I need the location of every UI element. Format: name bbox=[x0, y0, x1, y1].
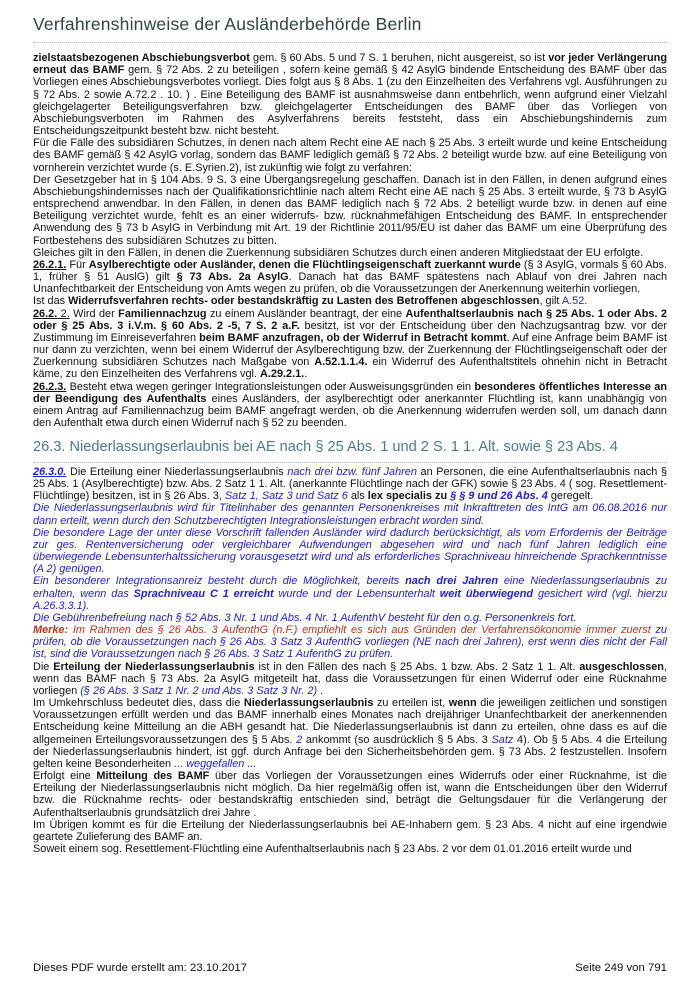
text-run: Im Übrigen kommt es für die Erteilung der Niederlassungserlaubnis bei AE-Inhabern gem. § 23 Abs. 4 nicht auf eine irgendwie geartete Zulieferung des BAMF an. bbox=[33, 818, 667, 843]
text-run: über das Vorliegen der Voraussetzungen eines Widerrufs oder einer Rücknahme, ist die Erteilung der Niederlassungserlaubnis nicht möglich. Da hier regelmäßig offen ist, wann die Entscheidungen über den Widerruf bzw. die Rücknahme rechts- oder bestandskräftig entschieden sind, beträgt die Geltungsdauer für die Verlängerung der Aufenthaltserlaubnis grundsätzlich drei Jahre bbox=[33, 770, 667, 819]
text-run: (§ 26 Abs. 3 Satz 1 Nr. 2 und Abs. 3 Satz 3 Nr. 2) bbox=[80, 684, 318, 697]
text-run: wenn bbox=[448, 697, 477, 710]
text-run: . bbox=[304, 368, 308, 381]
footer-page-number: Seite 249 von 791 bbox=[575, 962, 667, 974]
paragraph bbox=[33, 697, 667, 770]
paragraph bbox=[33, 502, 667, 526]
text-run: Ein besonderer Integrationsanreiz besteht durch die Möglichkeit, bereits bbox=[33, 575, 406, 588]
text-run: Für die Fälle des subsidiären Schutzes, in denen nach altem Recht eine AE nach § 25 Abs. 3 erteilt wurde und keine Entscheidung des BAMF gemäß § 42 AsylG vorlag, sondern das BAMF lediglich gemäß § 72 Abs. 2 beteiligt wurde bzw. auf eine Beteiligung von vornherein verzichtet wurde (s. E.Syrien.2), ist zukünftig wie folgt zu verfahren: bbox=[33, 137, 667, 174]
text-run: 2. bbox=[57, 307, 70, 320]
text-run: beim BAMF anzufragen, ob der Widerruf in Betracht kommt bbox=[199, 331, 507, 344]
text-run: , wenn das BAMF nach § 73 Abs. 2a AsylG mitgeteilt hat, dass die Voraussetzungen für einen Widerruf oder eine Rücknahme vorliegen bbox=[33, 660, 667, 697]
paragraph bbox=[33, 295, 667, 307]
text-run: Soweit einem sog. Resettlement-Flüchtling eine Aufenthaltserlaubnis nach § 23 Abs. 2 vor dem 01.01.2016 erteilt wurde und bbox=[33, 843, 632, 856]
text-run: 26.2.3. bbox=[33, 380, 67, 393]
page-footer bbox=[33, 962, 667, 974]
text-run: Asylberechtigte oder Ausländer, denen die Flüchtlingseigenschaft zuerkannt wurde bbox=[88, 258, 521, 271]
text-run: die jeweiligen zeitlichen und sonstigen Voraussetzungen erfüllt werden und das BAMF innerhalb eines Monates nach dreijähriger Unanfechtbarkeit der anerkennenden Entscheidung keine Mitteilung an die ABH gesandt hat. Die Niederlassungserlaubnis ist dann zu erteilen, ohne dass es auf die allgemeinen Erteilungsvoraussetzungen des § 5 Abs. bbox=[33, 697, 667, 746]
text-run: zu prüfen, ob die Voraussetzungen nach § 26 Abs. 3 Satz 3 AufenthG vorliegen (NE nach drei Jahren), erst wenn dies nicht der Fall ist, sind die Voraussetzungen nach § 26 Abs. 3 Satz 1 AufenthG zu prüfen. bbox=[33, 624, 667, 661]
text-run: ist in den Fällen des nach § 25 Abs. 1 bzw. Abs. 2 Satz 1 1. Alt. bbox=[254, 660, 580, 673]
paragraph bbox=[33, 819, 667, 843]
text-run: eine Niederlassungserlaubnis zu erhalten, wenn das bbox=[33, 575, 667, 600]
paragraph bbox=[33, 843, 667, 855]
text-run: Merke: bbox=[33, 624, 69, 637]
text-run: zu einem Ausländer beantragt, der eine bbox=[206, 307, 406, 320]
paragraph bbox=[33, 259, 667, 296]
text-run: Die Niederlassungserlaubnis wird für Titelinhaber des genannten Personenkreises mit Inkrafttreten des IntG am 06.08.2016 nur dann erteilt, wenn durch den Schutzberechtigten Integrationsleistungen erbracht worden sind. bbox=[33, 502, 667, 527]
document-title: Verfahrenshinweise der Ausländerbehörde Berlin bbox=[33, 12, 667, 43]
text-run: nach drei bzw. fünf Jahren bbox=[287, 465, 417, 478]
text-run: eines Ausländers, der asylberechtigt oder anerkannter Flüchtling ist, kann unabhängig von einem Antrag auf Familiennachzug beim BAMF angefragt werden, ob die Anerkennung widerrufen werden soll, um danach dann den Aufenthalt etwa durch einen Widerruf nach § 52 zu beenden. bbox=[33, 392, 667, 430]
footer-created-date: Dieses PDF wurde erstellt am: 23.10.2017 bbox=[33, 962, 247, 974]
text-run: Die besondere Lage der unter diese Vorschrift fallenden Ausländer wird dadurch berücksichtigt, als vom Erfordernis der Beiträge zur ges. Rentenversicherung oder vergleichbarer Aufwendungen abgesehen wird und nach fünf Jahren lediglich eine überwiegende Lebensunterhaltssicherung vorausgesetzt wird und als erforderliches Sprachniveau hinreichende Sprachkenntnisse (A 2) genügen. bbox=[33, 526, 667, 576]
paragraph bbox=[33, 174, 667, 247]
paragraph bbox=[33, 137, 667, 174]
text-run: , gilt bbox=[539, 295, 562, 308]
text-run: Mitteilung des BAMF bbox=[96, 770, 210, 783]
text-run: Gleiches gilt in den Fällen, in denen die Zuerkennung subsidiären Schutzes durch einen anderen Mitgliedstaat der EU erfolgte. bbox=[33, 246, 644, 259]
text-run: Im Rahmen des § 26 Abs. 3 AufenthG (n.F.) empfiehlt es sich aus Gründen der Verfahrensökonomie immer zuerst bbox=[68, 624, 656, 637]
text-run: . Danach hat das BAMF spätestens nach Ablauf von drei Jahren nach Unanfechtbarkeit der Entscheidung von Amts wegen zu prüfen, ob die Voraussetzungen der Anerkennung weiterhin vorliegen. bbox=[33, 271, 668, 296]
text-run: gem. § 72 Abs. 2 zu beteiligen , sofern keine gemäß § 42 AsylG bindende Entscheidung des BAMF über das Vorliegen eines Abschiebungsverbotes vorliegt. Dies folgt aus § 8 Abs. 1 (zu den Einzelheiten des Verfahrens vgl. Ausführungen zu § 72 Abs. 2 sowie A.72.2 . 10. ) . Eine Beteiligung des BAMF ist ausnahmsweise dann entbehrlich, wenn aufgrund einer Vielzahl gleichgelagerter Beteiligungsverfahren bzw. gleichgelagerter Entscheidungen des BAMF über das Vorliegen von Abschiebungsverboten im Rahmen des Asylverfahrens bereits feststeht, dass ein Abschiebungshindernis zum Entscheidungszeitpunkt besteht bzw. nicht besteht. bbox=[33, 64, 667, 138]
text-run: gem. § 60 Abs. 5 und 7 S. 1 beruhen, nicht ausgereist, so ist bbox=[249, 52, 549, 64]
text-run: Die bbox=[33, 660, 54, 673]
paragraph bbox=[33, 247, 667, 259]
paragraph bbox=[33, 661, 667, 698]
text-run: . Auf eine Anfrage beim BAMF ist nur dann zu verzichten, wenn bei einem Widerruf der Asylberechtigung bzw. der Zuerkennung der Flüchtlingseigenschaft oder der Zuerkennung subsidiären Schutzes nach Maßgabe von bbox=[33, 331, 668, 369]
text-run: Die Erteilung einer Niederlassungserlaubnis bbox=[66, 465, 288, 478]
text-run: 26.3.0. bbox=[33, 465, 67, 478]
text-run: Erteilung der Niederlassungserlaubnis bbox=[53, 660, 255, 673]
text-run: Ist das bbox=[33, 295, 69, 308]
text-run: A.52. bbox=[561, 295, 588, 308]
text-run: nach drei Jahren bbox=[405, 575, 498, 588]
text-run: Satz bbox=[491, 733, 514, 746]
text-run: weit überwiegend bbox=[439, 587, 534, 600]
text-run: A.29.2.1. bbox=[260, 368, 305, 381]
text-run: zu erteilen ist, bbox=[373, 697, 449, 710]
text-run: besitzt, ist vor der Entscheidung über den Nachzugsantrag bzw. vor der Zustimmung im Einreiseverfahren bbox=[33, 319, 667, 344]
text-run: . bbox=[317, 684, 324, 697]
paragraph bbox=[33, 624, 667, 661]
text-run: zielstaatsbezogenen Abschiebungsverbot bbox=[33, 52, 250, 64]
paragraph bbox=[33, 466, 667, 503]
text-run: als bbox=[347, 490, 368, 503]
text-run: Die Gebührenbefreiung nach § 52 Abs. 3 Nr. 1 und Abs. 4 Nr. 1 AufenthV besteht für den o.g. Personenkreis fort. bbox=[33, 611, 577, 624]
paragraph bbox=[33, 308, 667, 381]
paragraph bbox=[33, 770, 667, 819]
text-run: Widerrufsverfahren rechts- oder bestandskräftig zu Lasten des Betroffenen abgeschlossen bbox=[68, 295, 540, 308]
paragraph bbox=[33, 527, 667, 576]
text-run: Wird der bbox=[69, 307, 119, 320]
text-run: (§ 3 AsylG, vormals § 60 Abs. 1, früher § 51 AuslG) gilt bbox=[33, 258, 668, 284]
text-run: . bbox=[253, 806, 257, 819]
text-run: Erfolgt eine bbox=[33, 770, 97, 783]
text-run: Satz 1, Satz 3 und Satz 6 bbox=[224, 490, 348, 503]
text-run: vor jeder Verlängerung erneut das BAMF bbox=[33, 52, 667, 77]
text-run: Für bbox=[66, 258, 89, 271]
text-run: ... weggefallen ... bbox=[174, 757, 257, 770]
text-run: an Personen, die eine Aufenthaltserlaubnis nach § 25 Abs. 1 (Asylberechtigte) bzw. Abs. 2 Satz 1 1. Alt. (anerkannte Flüchtlinge nach der GFK) sowie § 23 Abs. 4 ( sog. Resettlement-Flüchtlinge) besitzen, ist in § 26 Abs. 3, bbox=[33, 465, 668, 503]
text-run: und 26 Abs. 4 bbox=[474, 490, 548, 503]
text-run: wurde und der Lebensunterhalt bbox=[273, 587, 440, 600]
text-run: 2 bbox=[296, 733, 303, 746]
text-run: ankommt (so ausdrücklich § 5 Abs. 3 bbox=[302, 733, 492, 746]
text-run: lex specialis zu bbox=[367, 490, 451, 503]
text-run: besonderes öffentliches Interesse an der Beendigung des Aufenthalts bbox=[33, 380, 667, 405]
text-run: Sprachniveau C 1 erreicht bbox=[133, 587, 274, 600]
text-run: Der Gesetzgeber hat in § 104 Abs. 9 S. 3 eine Übergangsregelung geschaffen. Danach ist in den Fällen, in denen aufgrund eines Abschiebungshindernisses nach der Qualifikationsrichtlinie nach altem Recht eine AE nach § 25 Abs. 3 erteilt wurde, § 73 b AsylG entsprechend anwendbar. In den Fällen, in denen das BAMF lediglich nach § 72 Abs. 2 beteiligt wurde bzw. in denen auf eine Beteiligung verzichtet wurde, fehlt es an einer widerrufs- bzw. rücknahmefähigen Entscheidung des BAMF. In entsprechender Anwendung des § 73 b AsylG in Verbindung mit Art. 19 der Richtlinie 2011/95/EU ist daher das BAMF um eine Überprüfung des Fortbestehens des subsidiären Schutzes zu bitten. bbox=[33, 173, 667, 247]
text-run: § 73 Abs. 2a AsylG bbox=[176, 271, 289, 284]
text-run: Familiennachzug bbox=[118, 307, 207, 320]
paragraph bbox=[33, 575, 667, 612]
text-run: Aufenthaltserlaubnis nach § 25 Abs. 1 oder Abs. 2 oder § 25 Abs. 3 i.V.m. § 60 Abs. 2 -5, 7 S. 2 a.F. bbox=[33, 307, 667, 332]
text-run: 26.2. bbox=[33, 307, 58, 320]
text-run: A.52.1.1.4. bbox=[314, 356, 368, 369]
document-body bbox=[33, 52, 667, 855]
paragraph bbox=[33, 381, 667, 430]
text-run: ausgeschlossen bbox=[579, 660, 664, 673]
text-run: Niederlassungserlaubnis bbox=[243, 697, 374, 710]
text-run: § § 9 bbox=[450, 490, 475, 503]
text-run: Im Umkehrschluss bedeutet dies, dass die bbox=[33, 697, 244, 710]
section-heading bbox=[33, 437, 667, 463]
paragraph bbox=[33, 52, 667, 137]
text-run: ein Widerruf des Aufenthaltstitels ohnehin nicht in Betracht käme, zu den Einzelheiten des Verfahrens vgl. bbox=[33, 356, 667, 381]
paragraph bbox=[33, 612, 667, 624]
text-run: geregelt. bbox=[547, 490, 594, 503]
text-run: 26.2.1. bbox=[33, 258, 67, 271]
text-run: 26.3. Niederlassungserlaubnis bei AE nach § 25 Abs. 1 und 2 S. 1 1. Alt. sowie § 23 Abs. 4 bbox=[33, 439, 618, 456]
text-run: gesichert wird (vgl. hierzu A.26.3.3.1). bbox=[33, 587, 668, 612]
text-run: 4). Ob § 5 Abs. 4 die Erteilung der Niederlassungserlaubnis hindert, ist ggf. durch Anfrage bei den Sicherheitsbehörden gem. § 73 Abs. 2 festzustellen. Insofern gelten keine Besonderheiten bbox=[33, 733, 667, 770]
text-run: Besteht etwa wegen geringer Integrationsleistungen oder Ausweisungsgründen ein bbox=[66, 380, 475, 393]
